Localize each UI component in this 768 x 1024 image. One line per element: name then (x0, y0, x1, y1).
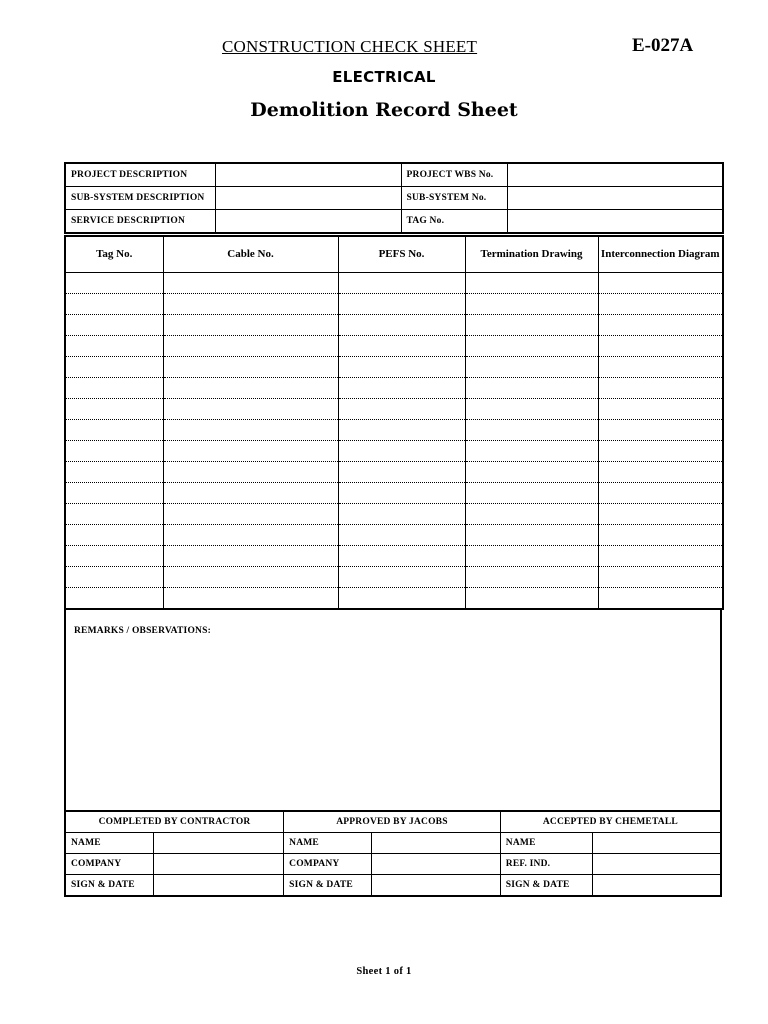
sheet-title: Demolition Record Sheet (250, 99, 518, 121)
table-cell[interactable] (65, 525, 163, 546)
table-cell[interactable] (65, 420, 163, 441)
contractor-company-field[interactable] (153, 854, 283, 875)
table-cell[interactable] (163, 546, 338, 567)
jacobs-name-label: NAME (284, 833, 372, 854)
table-cell[interactable] (465, 420, 598, 441)
table-cell[interactable] (163, 504, 338, 525)
table-cell[interactable] (598, 504, 723, 525)
discipline-heading: ELECTRICAL (332, 68, 436, 86)
table-cell[interactable] (163, 420, 338, 441)
table-row (65, 294, 723, 315)
table-cell[interactable] (338, 378, 465, 399)
table-cell[interactable] (465, 525, 598, 546)
table-cell[interactable] (465, 462, 598, 483)
table-cell[interactable] (465, 567, 598, 588)
project-info-table (64, 162, 724, 234)
completed-by-contractor-header: COMPLETED BY CONTRACTOR (65, 811, 284, 833)
sheet-number: Sheet 1 of 1 (356, 966, 412, 977)
table-row (65, 378, 723, 399)
table-cell[interactable] (598, 462, 723, 483)
table-cell[interactable] (338, 588, 465, 610)
table-cell[interactable] (598, 420, 723, 441)
service-description-label: SERVICE DESCRIPTION (65, 210, 215, 234)
table-cell[interactable] (338, 399, 465, 420)
table-cell[interactable] (163, 357, 338, 378)
table-cell[interactable] (163, 483, 338, 504)
table-cell[interactable] (465, 378, 598, 399)
table-cell[interactable] (163, 336, 338, 357)
column-header-termination-drawing: Termination Drawing (465, 236, 598, 273)
table-cell[interactable] (65, 546, 163, 567)
table-cell[interactable] (465, 294, 598, 315)
table-cell[interactable] (338, 336, 465, 357)
table-cell[interactable] (65, 504, 163, 525)
table-row (65, 441, 723, 462)
table-cell[interactable] (163, 294, 338, 315)
project-wbs-label: PROJECT WBS No. (401, 163, 507, 187)
table-cell[interactable] (65, 378, 163, 399)
column-header-interconnection-diagram: Interconnection Diagram (598, 236, 723, 273)
table-cell[interactable] (338, 294, 465, 315)
table-cell[interactable] (163, 378, 338, 399)
table-cell[interactable] (163, 462, 338, 483)
table-row (65, 273, 723, 294)
table-cell[interactable] (465, 336, 598, 357)
table-cell[interactable] (65, 483, 163, 504)
table-cell[interactable] (65, 441, 163, 462)
sub-system-no-label: SUB-SYSTEM No. (401, 187, 507, 210)
table-cell[interactable] (338, 525, 465, 546)
table-cell[interactable] (65, 357, 163, 378)
sub-system-description-label: SUB-SYSTEM DESCRIPTION (65, 187, 215, 210)
table-row (65, 315, 723, 336)
column-header-tag-no: Tag No. (65, 236, 163, 273)
table-row (65, 588, 723, 610)
tag-no-field[interactable] (507, 210, 723, 234)
table-cell[interactable] (338, 441, 465, 462)
jacobs-sign-date-field[interactable] (372, 875, 500, 897)
table-cell[interactable] (338, 357, 465, 378)
table-cell[interactable] (598, 315, 723, 336)
table-row (65, 336, 723, 357)
form-title: CONSTRUCTION CHECK SHEET (222, 37, 478, 56)
table-cell[interactable] (598, 483, 723, 504)
chemetall-sign-date-field[interactable] (593, 875, 721, 897)
table-cell[interactable] (65, 399, 163, 420)
table-cell[interactable] (598, 336, 723, 357)
contractor-sign-date-label: SIGN & DATE (65, 875, 153, 897)
table-cell[interactable] (338, 567, 465, 588)
table-cell[interactable] (598, 525, 723, 546)
table-cell[interactable] (163, 315, 338, 336)
table-cell[interactable] (65, 273, 163, 294)
table-cell[interactable] (465, 315, 598, 336)
table-cell[interactable] (598, 588, 723, 610)
chemetall-sign-date-label: SIGN & DATE (500, 875, 592, 897)
table-row (65, 546, 723, 567)
table-cell[interactable] (465, 273, 598, 294)
table-cell[interactable] (338, 420, 465, 441)
table-cell[interactable] (598, 441, 723, 462)
contractor-name-label: NAME (65, 833, 153, 854)
table-cell[interactable] (465, 504, 598, 525)
table-cell[interactable] (65, 294, 163, 315)
table-cell[interactable] (163, 273, 338, 294)
table-cell[interactable] (598, 567, 723, 588)
table-cell[interactable] (338, 483, 465, 504)
tag-no-label: TAG No. (401, 210, 507, 234)
column-header-pefs-no: PEFS No. (338, 236, 465, 273)
table-row (65, 462, 723, 483)
remarks-label: REMARKS / OBSERVATIONS: (74, 626, 211, 636)
form-code: E-027A (632, 35, 694, 56)
column-header-cable-no: Cable No. (163, 236, 338, 273)
contractor-sign-date-field[interactable] (153, 875, 283, 897)
table-row (65, 504, 723, 525)
sub-system-no-field[interactable] (507, 187, 723, 210)
service-description-field[interactable] (215, 210, 401, 234)
table-cell[interactable] (338, 504, 465, 525)
table-row (65, 567, 723, 588)
table-cell[interactable] (65, 462, 163, 483)
contractor-company-label: COMPANY (65, 854, 153, 875)
table-cell[interactable] (163, 567, 338, 588)
table-cell[interactable] (465, 546, 598, 567)
table-cell[interactable] (338, 315, 465, 336)
table-cell[interactable] (338, 546, 465, 567)
table-cell[interactable] (163, 441, 338, 462)
jacobs-company-field[interactable] (372, 854, 500, 875)
table-cell[interactable] (338, 462, 465, 483)
table-cell[interactable] (465, 357, 598, 378)
chemetall-ref-ind-label: REF. IND. (500, 854, 592, 875)
accepted-by-chemetall-header: ACCEPTED BY CHEMETALL (500, 811, 721, 833)
table-cell[interactable] (163, 588, 338, 610)
table-cell[interactable] (598, 378, 723, 399)
project-description-label: PROJECT DESCRIPTION (65, 163, 215, 187)
chemetall-ref-ind-field[interactable] (593, 854, 721, 875)
table-cell[interactable] (163, 525, 338, 546)
demolition-records-table (64, 235, 724, 610)
table-row (65, 399, 723, 420)
project-description-field[interactable] (215, 163, 401, 187)
table-cell[interactable] (598, 273, 723, 294)
jacobs-company-label: COMPANY (284, 854, 372, 875)
table-cell[interactable] (598, 546, 723, 567)
table-row (65, 483, 723, 504)
table-cell[interactable] (65, 315, 163, 336)
sub-system-description-field[interactable] (215, 187, 401, 210)
record-rows (65, 273, 723, 610)
table-cell[interactable] (465, 441, 598, 462)
chemetall-name-field[interactable] (593, 833, 721, 854)
table-cell[interactable] (65, 336, 163, 357)
table-cell[interactable] (338, 273, 465, 294)
table-cell[interactable] (65, 567, 163, 588)
table-cell[interactable] (465, 483, 598, 504)
approved-by-jacobs-header: APPROVED BY JACOBS (284, 811, 501, 833)
table-cell[interactable] (465, 588, 598, 610)
table-cell[interactable] (598, 399, 723, 420)
table-cell[interactable] (163, 399, 338, 420)
table-cell[interactable] (465, 399, 598, 420)
chemetall-name-label: NAME (500, 833, 592, 854)
remarks-box[interactable] (64, 610, 722, 810)
jacobs-name-field[interactable] (372, 833, 500, 854)
table-cell[interactable] (598, 357, 723, 378)
signoff-table (64, 810, 722, 897)
table-row (65, 420, 723, 441)
jacobs-sign-date-label: SIGN & DATE (284, 875, 372, 897)
project-wbs-field[interactable] (507, 163, 723, 187)
table-cell[interactable] (598, 294, 723, 315)
contractor-name-field[interactable] (153, 833, 283, 854)
table-cell[interactable] (65, 588, 163, 610)
table-row (65, 357, 723, 378)
table-row (65, 525, 723, 546)
